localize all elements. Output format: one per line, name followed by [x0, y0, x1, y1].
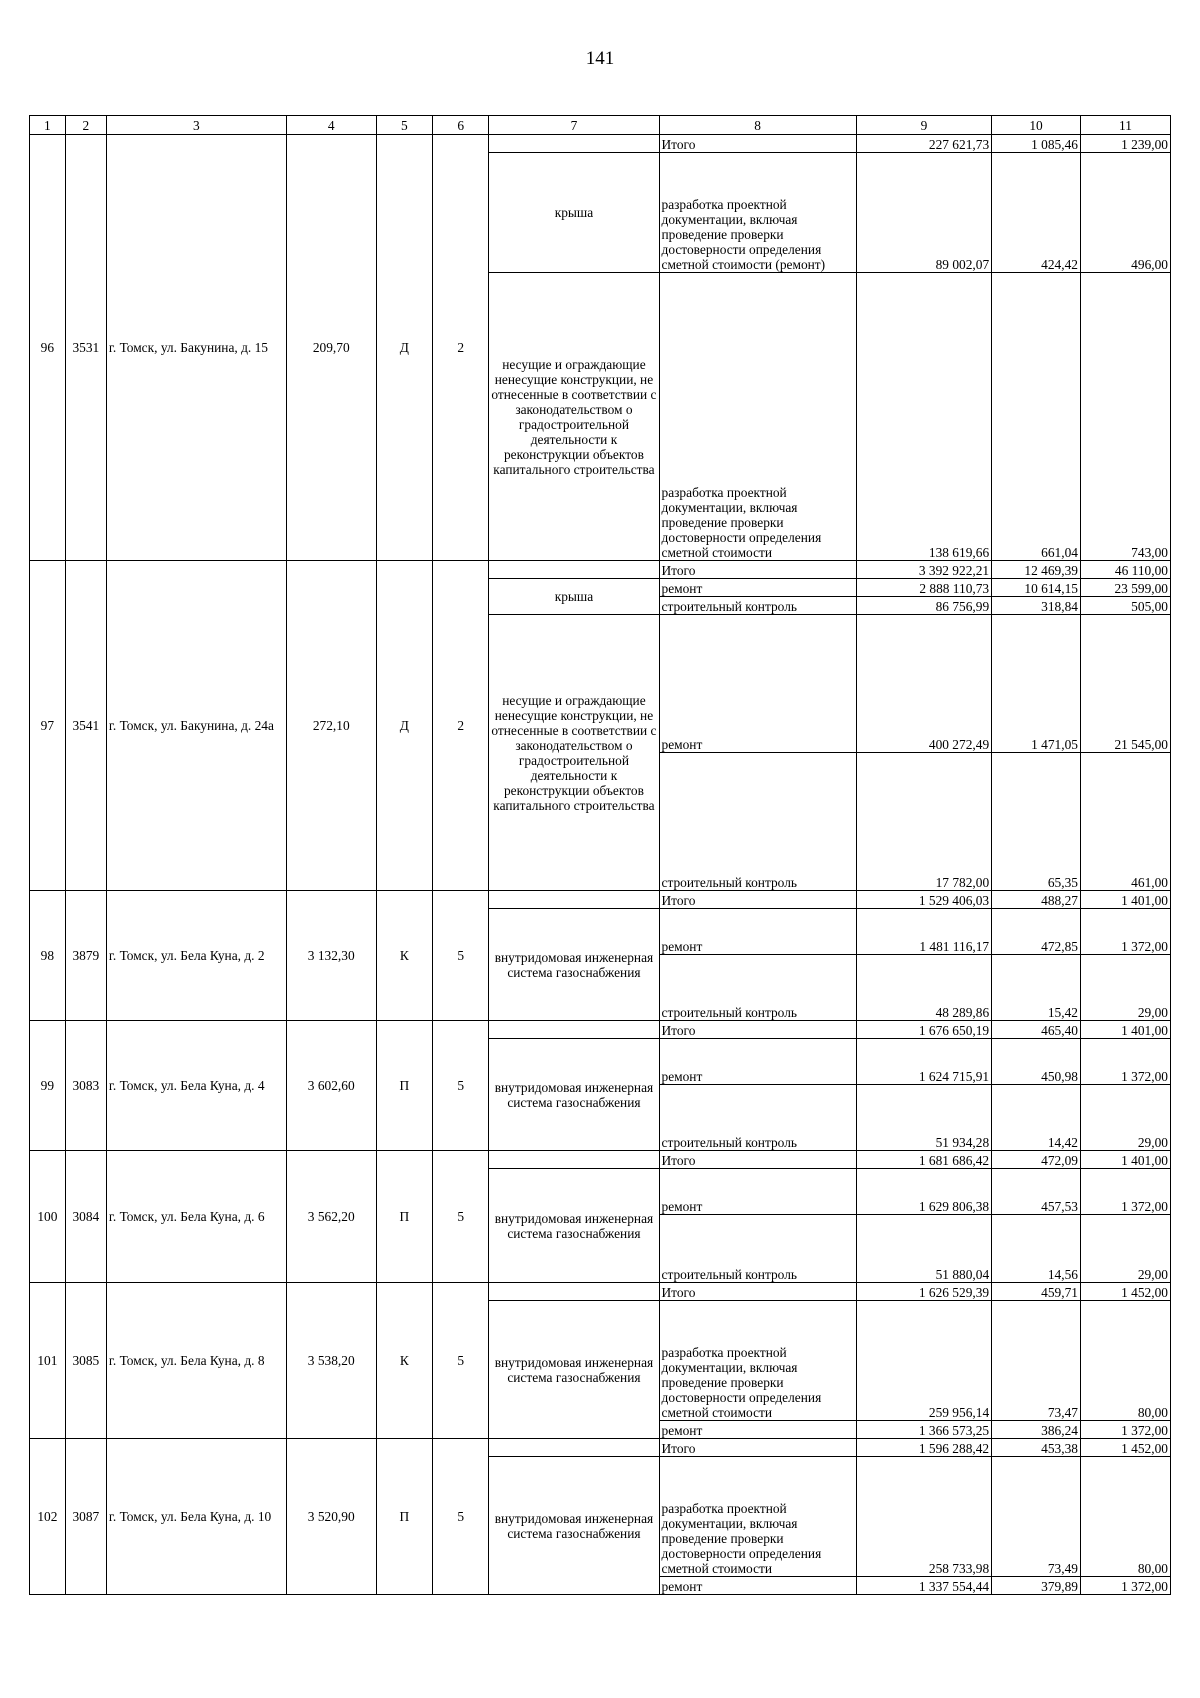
house-area: 3 538,20 [286, 1283, 376, 1439]
work-type: ремонт [659, 1039, 856, 1085]
house-address: г. Томск, ул. Бела Куна, д. 6 [106, 1151, 286, 1283]
limit-value: 1 372,00 [1080, 1169, 1170, 1215]
cost-value: 1 529 406,03 [856, 891, 991, 909]
structural-element: несущие и ограждающие ненесущие конструкции, не отнесенные в соответствии с законодательством о градостроительной деятельности к реконструкции объектов капитального строительства [489, 615, 659, 891]
unit-cost-value: 450,98 [992, 1039, 1081, 1085]
work-type: ремонт [659, 579, 856, 597]
cost-value: 51 880,04 [856, 1215, 991, 1283]
unit-cost-value: 318,84 [992, 597, 1081, 615]
row-number: 102 [30, 1439, 66, 1595]
unit-cost-value: 453,38 [992, 1439, 1081, 1457]
cost-value: 1 676 650,19 [856, 1021, 991, 1039]
limit-value: 496,00 [1080, 153, 1170, 273]
total-row [30, 135, 1171, 153]
empty-cell [489, 1439, 659, 1457]
total-row [30, 1151, 1171, 1169]
cost-value: 1 596 288,42 [856, 1439, 991, 1457]
total-label: Итого [659, 1021, 856, 1039]
work-type: ремонт [659, 615, 856, 753]
row-number: 97 [30, 561, 66, 891]
unit-cost-value: 1 471,05 [992, 615, 1081, 753]
unit-cost-value: 472,85 [992, 909, 1081, 955]
work-type: разработка проектной документации, включая проведение проверки достоверности определения сметной стоимости [659, 1457, 856, 1577]
wall-material: П [376, 1151, 432, 1283]
work-type: ремонт [659, 1421, 856, 1439]
unit-cost-value: 73,49 [992, 1457, 1081, 1577]
unit-cost-value: 10 614,15 [992, 579, 1081, 597]
unit-cost-value: 472,09 [992, 1151, 1081, 1169]
total-row [30, 1283, 1171, 1301]
limit-value: 1 401,00 [1080, 1151, 1170, 1169]
unit-cost-value: 12 469,39 [992, 561, 1081, 579]
house-code: 3084 [65, 1151, 106, 1283]
row-number: 100 [30, 1151, 66, 1283]
cost-value: 2 888 110,73 [856, 579, 991, 597]
structural-element: несущие и ограждающие ненесущие конструкции, не отнесенные в соответствии с законодательством о градостроительной деятельности к реконструкции объектов капитального строительства [489, 273, 659, 561]
limit-value: 29,00 [1080, 1085, 1170, 1151]
unit-cost-value: 465,40 [992, 1021, 1081, 1039]
cost-value: 227 621,73 [856, 135, 991, 153]
house-area: 3 602,60 [286, 1021, 376, 1151]
work-type: разработка проектной документации, включая проведение проверки достоверности определения сметной стоимости [659, 1301, 856, 1421]
structural-element: внутридомовая инженерная система газоснабжения [489, 1169, 659, 1283]
wall-material: К [376, 1283, 432, 1439]
unit-cost-value: 488,27 [992, 891, 1081, 909]
empty-cell [489, 1151, 659, 1169]
total-label: Итого [659, 1151, 856, 1169]
house-address: г. Томск, ул. Бела Куна, д. 10 [106, 1439, 286, 1595]
limit-value: 80,00 [1080, 1301, 1170, 1421]
unit-cost-value: 14,56 [992, 1215, 1081, 1283]
empty-cell [489, 1283, 659, 1301]
work-type: строительный контроль [659, 597, 856, 615]
cost-value: 1 624 715,91 [856, 1039, 991, 1085]
house-area: 3 562,20 [286, 1151, 376, 1283]
cost-value: 1 366 573,25 [856, 1421, 991, 1439]
work-type: ремонт [659, 909, 856, 955]
house-address: г. Томск, ул. Бакунина, д. 15 [106, 135, 286, 561]
limit-value: 505,00 [1080, 597, 1170, 615]
limit-value: 1 372,00 [1080, 909, 1170, 955]
limit-value: 1 372,00 [1080, 1421, 1170, 1439]
limit-value: 21 545,00 [1080, 615, 1170, 753]
work-type: строительный контроль [659, 955, 856, 1021]
total-row [30, 1021, 1171, 1039]
total-label: Итого [659, 1283, 856, 1301]
unit-cost-value: 65,35 [992, 753, 1081, 891]
column-number: 8 [659, 116, 856, 135]
house-code: 3879 [65, 891, 106, 1021]
cost-value: 1 681 686,42 [856, 1151, 991, 1169]
empty-cell [489, 1021, 659, 1039]
house-area: 209,70 [286, 135, 376, 561]
empty-cell [489, 135, 659, 153]
cost-value: 400 272,49 [856, 615, 991, 753]
work-type: строительный контроль [659, 753, 856, 891]
limit-value: 1 401,00 [1080, 891, 1170, 909]
floor-count: 2 [433, 135, 489, 561]
house-area: 3 132,30 [286, 891, 376, 1021]
unit-cost-value: 15,42 [992, 955, 1081, 1021]
cost-value: 48 289,86 [856, 955, 991, 1021]
floor-count: 5 [433, 1283, 489, 1439]
wall-material: К [376, 891, 432, 1021]
house-code: 3083 [65, 1021, 106, 1151]
limit-value: 29,00 [1080, 955, 1170, 1021]
house-code: 3531 [65, 135, 106, 561]
house-address: г. Томск, ул. Бакунина, д. 24а [106, 561, 286, 891]
repair-program-table [29, 115, 1171, 1595]
wall-material: Д [376, 561, 432, 891]
wall-material: Д [376, 135, 432, 561]
limit-value: 461,00 [1080, 753, 1170, 891]
cost-value: 258 733,98 [856, 1457, 991, 1577]
cost-value: 89 002,07 [856, 153, 991, 273]
house-code: 3087 [65, 1439, 106, 1595]
column-number: 3 [106, 116, 286, 135]
house-address: г. Томск, ул. Бела Куна, д. 8 [106, 1283, 286, 1439]
cost-value: 17 782,00 [856, 753, 991, 891]
work-type: ремонт [659, 1577, 856, 1595]
floor-count: 5 [433, 891, 489, 1021]
cost-value: 86 756,99 [856, 597, 991, 615]
unit-cost-value: 73,47 [992, 1301, 1081, 1421]
house-code: 3085 [65, 1283, 106, 1439]
column-number: 11 [1080, 116, 1170, 135]
wall-material: П [376, 1021, 432, 1151]
row-number: 96 [30, 135, 66, 561]
house-code: 3541 [65, 561, 106, 891]
house-address: г. Томск, ул. Бела Куна, д. 4 [106, 1021, 286, 1151]
work-type: разработка проектной документации, включая проведение проверки достоверности определения сметной стоимости [659, 273, 856, 561]
cost-value: 1 337 554,44 [856, 1577, 991, 1595]
limit-value: 1 452,00 [1080, 1283, 1170, 1301]
cost-value: 51 934,28 [856, 1085, 991, 1151]
column-number-row [30, 116, 1171, 135]
total-label: Итого [659, 561, 856, 579]
total-row [30, 1439, 1171, 1457]
limit-value: 80,00 [1080, 1457, 1170, 1577]
column-number: 4 [286, 116, 376, 135]
total-label: Итого [659, 1439, 856, 1457]
row-number: 98 [30, 891, 66, 1021]
row-number: 99 [30, 1021, 66, 1151]
limit-value: 1 372,00 [1080, 1577, 1170, 1595]
limit-value: 1 401,00 [1080, 1021, 1170, 1039]
limit-value: 29,00 [1080, 1215, 1170, 1283]
house-area: 272,10 [286, 561, 376, 891]
column-number: 5 [376, 116, 432, 135]
column-number: 6 [433, 116, 489, 135]
house-address: г. Томск, ул. Бела Куна, д. 2 [106, 891, 286, 1021]
wall-material: П [376, 1439, 432, 1595]
unit-cost-value: 424,42 [992, 153, 1081, 273]
limit-value: 23 599,00 [1080, 579, 1170, 597]
cost-value: 1 629 806,38 [856, 1169, 991, 1215]
unit-cost-value: 457,53 [992, 1169, 1081, 1215]
limit-value: 1 372,00 [1080, 1039, 1170, 1085]
limit-value: 1 452,00 [1080, 1439, 1170, 1457]
total-row [30, 891, 1171, 909]
column-number: 7 [489, 116, 659, 135]
work-type: строительный контроль [659, 1215, 856, 1283]
cost-value: 138 619,66 [856, 273, 991, 561]
work-type: строительный контроль [659, 1085, 856, 1151]
cost-value: 1 481 116,17 [856, 909, 991, 955]
structural-element: внутридомовая инженерная система газоснабжения [489, 1457, 659, 1595]
unit-cost-value: 1 085,46 [992, 135, 1081, 153]
floor-count: 5 [433, 1021, 489, 1151]
page-number: 141 [585, 48, 615, 69]
empty-cell [489, 891, 659, 909]
unit-cost-value: 661,04 [992, 273, 1081, 561]
unit-cost-value: 386,24 [992, 1421, 1081, 1439]
limit-value: 743,00 [1080, 273, 1170, 561]
structural-element: внутридомовая инженерная система газоснабжения [489, 1301, 659, 1439]
unit-cost-value: 379,89 [992, 1577, 1081, 1595]
total-label: Итого [659, 135, 856, 153]
empty-cell [489, 561, 659, 579]
structural-element: внутридомовая инженерная система газоснабжения [489, 909, 659, 1021]
unit-cost-value: 459,71 [992, 1283, 1081, 1301]
work-type: разработка проектной документации, включая проведение проверки достоверности определения сметной стоимости (ремонт) [659, 153, 856, 273]
cost-value: 259 956,14 [856, 1301, 991, 1421]
floor-count: 5 [433, 1439, 489, 1595]
structural-element: крыша [489, 153, 659, 273]
floor-count: 2 [433, 561, 489, 891]
row-number: 101 [30, 1283, 66, 1439]
unit-cost-value: 14,42 [992, 1085, 1081, 1151]
floor-count: 5 [433, 1151, 489, 1283]
column-number: 10 [992, 116, 1081, 135]
structural-element: крыша [489, 579, 659, 615]
column-number: 2 [65, 116, 106, 135]
work-type: ремонт [659, 1169, 856, 1215]
cost-value: 3 392 922,21 [856, 561, 991, 579]
column-number: 9 [856, 116, 991, 135]
limit-value: 46 110,00 [1080, 561, 1170, 579]
total-label: Итого [659, 891, 856, 909]
limit-value: 1 239,00 [1080, 135, 1170, 153]
total-row [30, 561, 1171, 579]
house-area: 3 520,90 [286, 1439, 376, 1595]
structural-element: внутридомовая инженерная система газоснабжения [489, 1039, 659, 1151]
column-number: 1 [30, 116, 66, 135]
cost-value: 1 626 529,39 [856, 1283, 991, 1301]
